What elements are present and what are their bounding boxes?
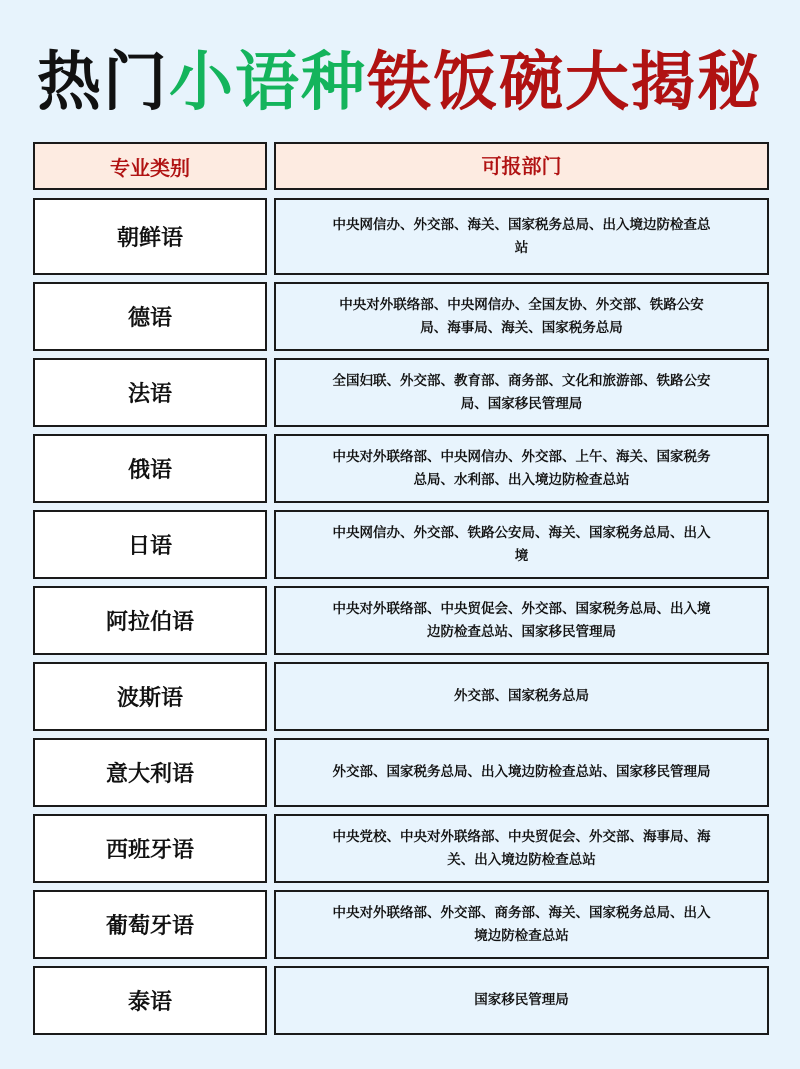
table-row <box>33 814 769 883</box>
table-row <box>33 890 769 959</box>
departments-cell: 中央对外联络部、中央网信办、全国友协、外交部、铁路公安局、海事局、海关、国家税务总局 <box>274 282 769 351</box>
table-row <box>33 966 769 1035</box>
majors-departments-table <box>33 142 769 1035</box>
table-row <box>33 738 769 807</box>
departments-cell: 中央网信办、外交部、铁路公安局、海关、国家税务总局、出入境 <box>274 510 769 579</box>
title-part-iron-rice-bowl: 铁饭碗大揭秘 <box>367 46 763 120</box>
departments-cell: 中央网信办、外交部、海关、国家税务总局、出入境边防检查总站 <box>274 198 769 275</box>
header-major: 专业类别 <box>33 142 267 190</box>
table-row <box>33 434 769 503</box>
departments-cell: 中央党校、中央对外联络部、中央贸促会、外交部、海事局、海关、出入境边防检查总站 <box>274 814 769 883</box>
departments-cell: 中央对外联络部、外交部、商务部、海关、国家税务总局、出入境边防检查总站 <box>274 890 769 959</box>
major-cell: 法语 <box>33 358 267 427</box>
page-title <box>0 38 800 128</box>
table-row <box>33 358 769 427</box>
major-cell: 阿拉伯语 <box>33 586 267 655</box>
major-cell: 泰语 <box>33 966 267 1035</box>
title-part-minor-languages: 小语种 <box>169 46 367 120</box>
table-header-row <box>33 142 769 190</box>
major-cell: 德语 <box>33 282 267 351</box>
table-row <box>33 662 769 731</box>
table-row <box>33 510 769 579</box>
major-cell: 波斯语 <box>33 662 267 731</box>
major-cell: 俄语 <box>33 434 267 503</box>
departments-cell: 中央对外联络部、中央网信办、外交部、上午、海关、国家税务总局、水利部、出入境边防检查总站 <box>274 434 769 503</box>
major-cell: 朝鲜语 <box>33 198 267 275</box>
title-part-hot: 热门 <box>37 46 169 120</box>
header-departments: 可报部门 <box>274 142 769 190</box>
table-row <box>33 282 769 351</box>
departments-cell: 全国妇联、外交部、教育部、商务部、文化和旅游部、铁路公安局、国家移民管理局 <box>274 358 769 427</box>
major-cell: 葡萄牙语 <box>33 890 267 959</box>
departments-cell: 外交部、国家税务总局、出入境边防检查总站、国家移民管理局 <box>274 738 769 807</box>
table-row <box>33 198 769 275</box>
major-cell: 日语 <box>33 510 267 579</box>
departments-cell: 国家移民管理局 <box>274 966 769 1035</box>
departments-cell: 中央对外联络部、中央贸促会、外交部、国家税务总局、出入境边防检查总站、国家移民管理局 <box>274 586 769 655</box>
departments-cell: 外交部、国家税务总局 <box>274 662 769 731</box>
major-cell: 西班牙语 <box>33 814 267 883</box>
major-cell: 意大利语 <box>33 738 267 807</box>
table-row <box>33 586 769 655</box>
